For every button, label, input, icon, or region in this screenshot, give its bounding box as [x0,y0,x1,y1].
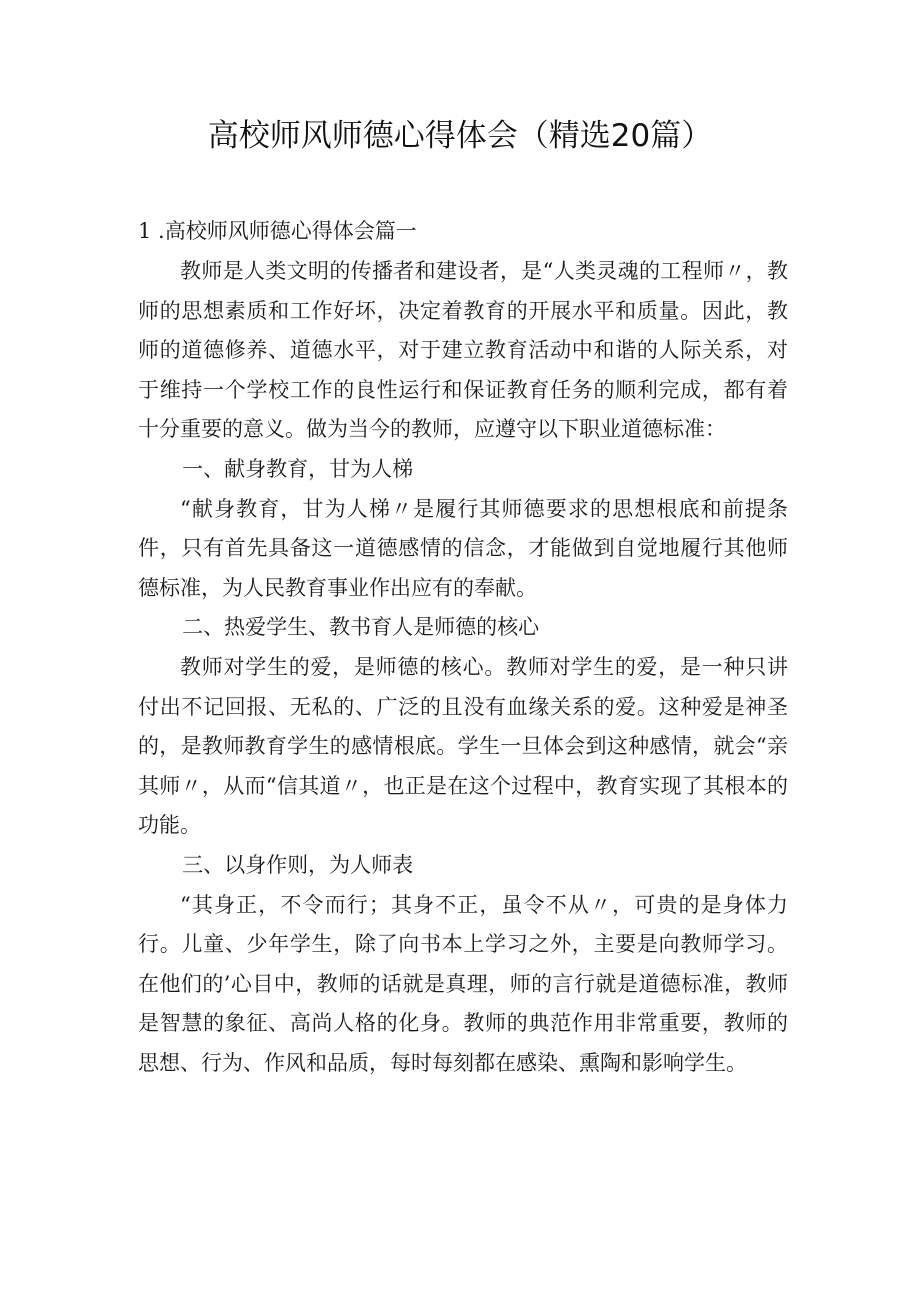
section-heading: 1 .高校师风师德心得体会篇一 [138,219,417,243]
paragraph-dedication: “献身教育，甘为人梯〃是履行其师德要求的思想根底和前提条件，只有首先具备这一道德感情的信念，才能做到自觉地履行其他师德标准，为人民教育事业作出应有的奉献。 [138,496,788,600]
paragraph-role-model: “其身正，不令而行；其身不正，虽令不从〃，可贵的是身体力行。儿童、少年学生，除了向书本上学习之外，主要是向教师学习。在他们的’心目中，教师的话就是真理，师的言行就是道德标准，教师是智慧的象征、高尚人格的化身。教师的典范作用非常重要，教师的思想、行为、作风和品质，每时每刻都在感染、熏陶和影响学生。 [138,892,788,1075]
document-title: 高校师风师德心得体会（精选20篇） [207,118,713,154]
paragraph-intro: 教师是人类文明的传播者和建设者，是“人类灵魂的工程师〃，教师的思想素质和工作好坏，决定着教育的开展水平和质量。因此，教师的道德修养、道德水平，对于建立教育活动中和谐的人际关系，对于维持一个学校工作的良性运行和保证教育任务的顺利完成，都有着十分重要的意义。做为当今的教师，应遵守以下职业道德标准： [138,259,788,442]
document-body [138,214,788,1083]
subheading-love-students: 二、热爱学生、教书育人是师德的核心 [182,615,540,640]
paragraph-love-students: 教师对学生的爱，是师德的核心。教师对学生的爱，是一种只讲付出不记回报、无私的、广泛的且没有血缘关系的爱。这种爱是神圣的，是教师教育学生的感情根底。学生一旦体会到这种感情，就会“亲其师〃，从而“信其道〃，也正是在这个过程中，教育实现了其根本的功能。 [138,654,788,838]
subheading-role-model: 三、以身作则，为人师表 [182,852,414,877]
subheading-dedication: 一、献身教育，甘为人梯 [182,456,414,481]
